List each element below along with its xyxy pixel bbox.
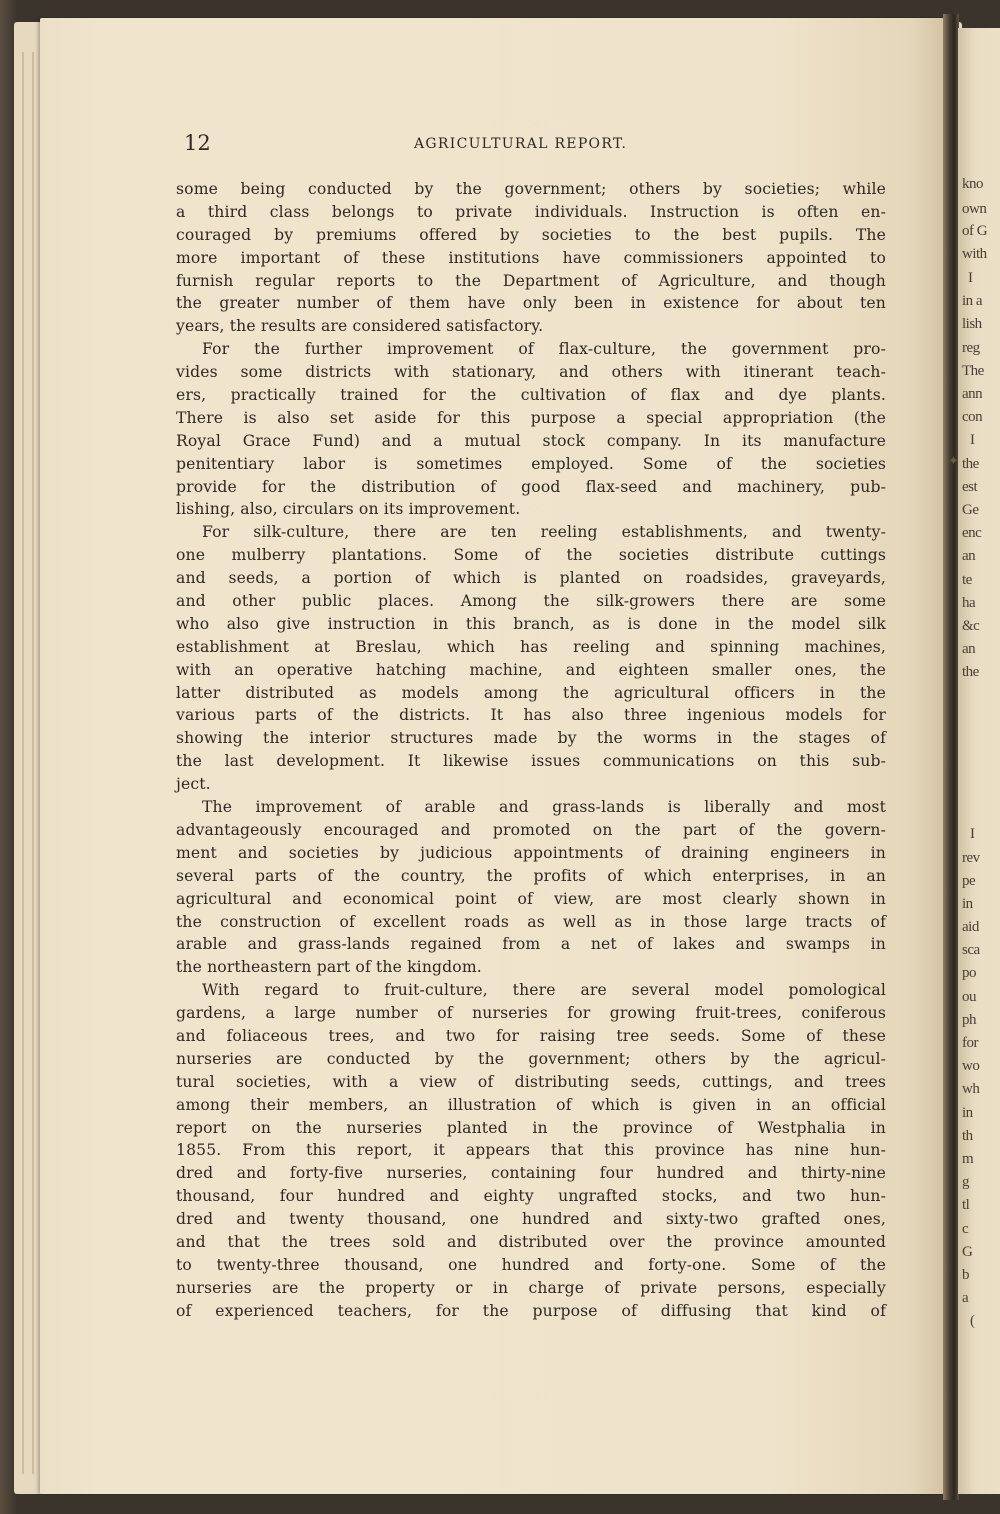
text-line: report on the nurseries planted in the province of Westphalia in xyxy=(176,1118,886,1137)
text-line: showing the interior structures made by the worms in the stages of xyxy=(176,729,886,748)
running-head: AGRICULTURAL REPORT. xyxy=(414,136,628,152)
text-line: For the further improvement of flax-culture, the government pro- xyxy=(202,340,886,359)
facing-page-fragment: est xyxy=(962,479,978,495)
text-line: one mulberry plantations. Some of the societies distribute cuttings xyxy=(176,546,886,565)
text-line: agricultural and economical point of view, are most clearly shown in xyxy=(176,889,886,908)
text-line: nurseries are the property or in charge of private persons, especially xyxy=(176,1278,886,1297)
facing-page-fragment: kno xyxy=(962,176,983,192)
text-line: For silk-culture, there are ten reeling establishments, and twenty- xyxy=(202,523,886,542)
text-line: of experienced teachers, for the purpose of diffusing that kind of xyxy=(176,1301,886,1320)
text-line: the construction of excellent roads as well as in those large tracts of xyxy=(176,912,886,931)
facing-page-fragment: for xyxy=(962,1035,978,1051)
facing-page-fragment: th xyxy=(962,1128,973,1144)
text-line: arable and grass-lands regained from a net of lakes and swamps in xyxy=(176,935,886,954)
text-line: the greater number of them have only been in existence for about ten xyxy=(176,294,886,313)
facing-page-fragment: m xyxy=(962,1151,974,1167)
book-gutter xyxy=(943,14,959,1500)
text-line: years, the results are considered satisfactory. xyxy=(176,317,544,336)
facing-page-fragment: wh xyxy=(962,1081,980,1097)
facing-page-fragment: ph xyxy=(962,1012,976,1028)
text-line: to twenty-three thousand, one hundred and forty-one. Some of the xyxy=(176,1255,886,1274)
text-line: among their members, an illustration of which is given in an official xyxy=(176,1095,886,1114)
facing-page-fragment: I xyxy=(970,826,975,842)
text-line: 1855. From this report, it appears that this province has nine hun- xyxy=(176,1141,886,1160)
text-line: Royal Grace Fund) and a mutual stock company. In its manufacture xyxy=(176,431,886,450)
facing-page-fragment: lish xyxy=(962,316,982,332)
text-line: vides some districts with stationary, and others with itinerant teach- xyxy=(176,363,886,382)
facing-page-fragment: with xyxy=(962,246,987,262)
facing-page-fragment: an xyxy=(962,641,976,657)
facing-page-fragment: te xyxy=(962,572,972,588)
facing-page-fragment: ( xyxy=(970,1313,975,1329)
text-line: some being conducted by the government; others by societies; while xyxy=(176,180,886,198)
facing-page-fragment: rev xyxy=(962,850,980,866)
facing-page-fragment: g xyxy=(962,1174,969,1190)
facing-page-fragment: the xyxy=(962,664,979,680)
text-line: gardens, a large number of nurseries for growing fruit-trees, coniferous xyxy=(176,1004,886,1023)
text-line: and seeds, a portion of which is planted on roadsides, graveyards, xyxy=(176,569,886,588)
text-line: several parts of the country, the profits of which enterprises, in an xyxy=(176,866,886,885)
facing-page-fragment: tl xyxy=(962,1197,970,1213)
text-line: various parts of the districts. It has also three ingenious models for xyxy=(176,706,886,725)
text-line: establishment at Breslau, which has reeling and spinning machines, xyxy=(176,637,886,656)
text-line: nurseries are conducted by the government; others by the agricul- xyxy=(176,1049,886,1068)
text-line: and that the trees sold and distributed over the province amounted xyxy=(176,1232,886,1251)
text-line: ject. xyxy=(176,775,211,794)
text-line: ment and societies by judicious appointments of draining engineers in xyxy=(176,843,886,862)
facing-page-fragment: ha xyxy=(962,595,976,611)
text-line: and foliaceous trees, and two for raising tree seeds. Some of these xyxy=(176,1026,886,1045)
text-line: more important of these institutions have commissioners appointed to xyxy=(176,248,886,267)
text-line: latter distributed as models among the agricultural officers in the xyxy=(176,683,886,702)
text-line: and other public places. Among the silk-growers there are some xyxy=(176,592,886,611)
facing-page-fragment: ann xyxy=(962,386,983,402)
text-line: dred and forty-five nurseries, containing four hundred and thirty-nine xyxy=(176,1164,886,1183)
facing-page-fragment: Ge xyxy=(962,502,979,518)
facing-page-fragment: in xyxy=(962,1105,973,1121)
facing-page-fragment: pe xyxy=(962,873,976,889)
page-header xyxy=(184,131,884,157)
text-line: penitentiary labor is sometimes employed. Some of the societies xyxy=(176,454,886,473)
text-line: With regard to fruit-culture, there are several model pomological xyxy=(202,981,886,1000)
text-line: lishing, also, circulars on its improvement. xyxy=(176,500,521,519)
text-line: the last development. It likewise issues communications on this sub- xyxy=(176,752,886,771)
facing-page-fragment: po xyxy=(962,965,976,981)
facing-page-fragment: aid xyxy=(962,919,979,935)
facing-page-fragment: own xyxy=(962,201,987,217)
text-line: ers, practically trained for the cultivation of flax and dye plants. xyxy=(176,386,886,405)
page-edge-line xyxy=(32,52,34,1474)
text-line: the northeastern part of the kingdom. xyxy=(176,958,482,977)
facing-page-fragment: an xyxy=(962,548,976,564)
facing-page-fragment: &c xyxy=(962,618,980,634)
text-line: dred and twenty thousand, one hundred and sixty-two grafted ones, xyxy=(176,1210,886,1229)
facing-page-fragment: The xyxy=(962,363,984,379)
facing-page-fragment: in xyxy=(962,896,973,912)
facing-page-fragment: con xyxy=(962,409,983,425)
page-margin-mark: ✦ xyxy=(948,454,959,469)
text-line: tural societies, with a view of distributing seeds, cuttings, and trees xyxy=(176,1072,886,1091)
facing-page-fragment: sca xyxy=(962,942,980,958)
facing-page-fragment: ou xyxy=(962,989,976,1005)
facing-page-fragment: in a xyxy=(962,293,983,309)
text-line: who also give instruction in this branch, as is done in the model silk xyxy=(176,614,886,633)
facing-page-edge xyxy=(958,28,1000,1494)
text-line: The improvement of arable and grass-lands is liberally and most xyxy=(202,798,886,817)
facing-page-fragment: b xyxy=(962,1267,969,1283)
facing-page-fragment: I xyxy=(968,270,973,286)
text-line: provide for the distribution of good flax-seed and machinery, pub- xyxy=(176,477,886,496)
facing-page-fragment: of G xyxy=(962,223,988,239)
facing-page-fragment: the xyxy=(962,456,979,472)
page-edge-line xyxy=(22,52,24,1474)
facing-page-fragment: reg xyxy=(962,340,980,356)
facing-page-fragment: a xyxy=(962,1290,969,1306)
facing-page-fragment: G xyxy=(962,1244,973,1260)
text-line: thousand, four hundred and eighty ungrafted stocks, and two hun- xyxy=(176,1187,886,1206)
text-line: a third class belongs to private individuals. Instruction is often en- xyxy=(176,202,886,221)
text-line: couraged by premiums offered by societies to the best pupils. The xyxy=(176,225,886,244)
body-text xyxy=(176,178,886,1323)
text-line: advantageously encouraged and promoted on the part of the govern- xyxy=(176,820,886,839)
text-line: There is also set aside for this purpose a special appropriation (the xyxy=(176,408,886,427)
text-line: with an operative hatching machine, and eighteen smaller ones, the xyxy=(176,660,886,679)
facing-page-fragment: wo xyxy=(962,1058,980,1074)
text-line: furnish regular reports to the Department of Agriculture, and though xyxy=(176,271,886,290)
facing-page-fragment: I xyxy=(970,432,975,448)
facing-page-fragment: c xyxy=(962,1221,969,1237)
page-number: 12 xyxy=(184,131,211,155)
facing-page-fragment: enc xyxy=(962,525,982,541)
